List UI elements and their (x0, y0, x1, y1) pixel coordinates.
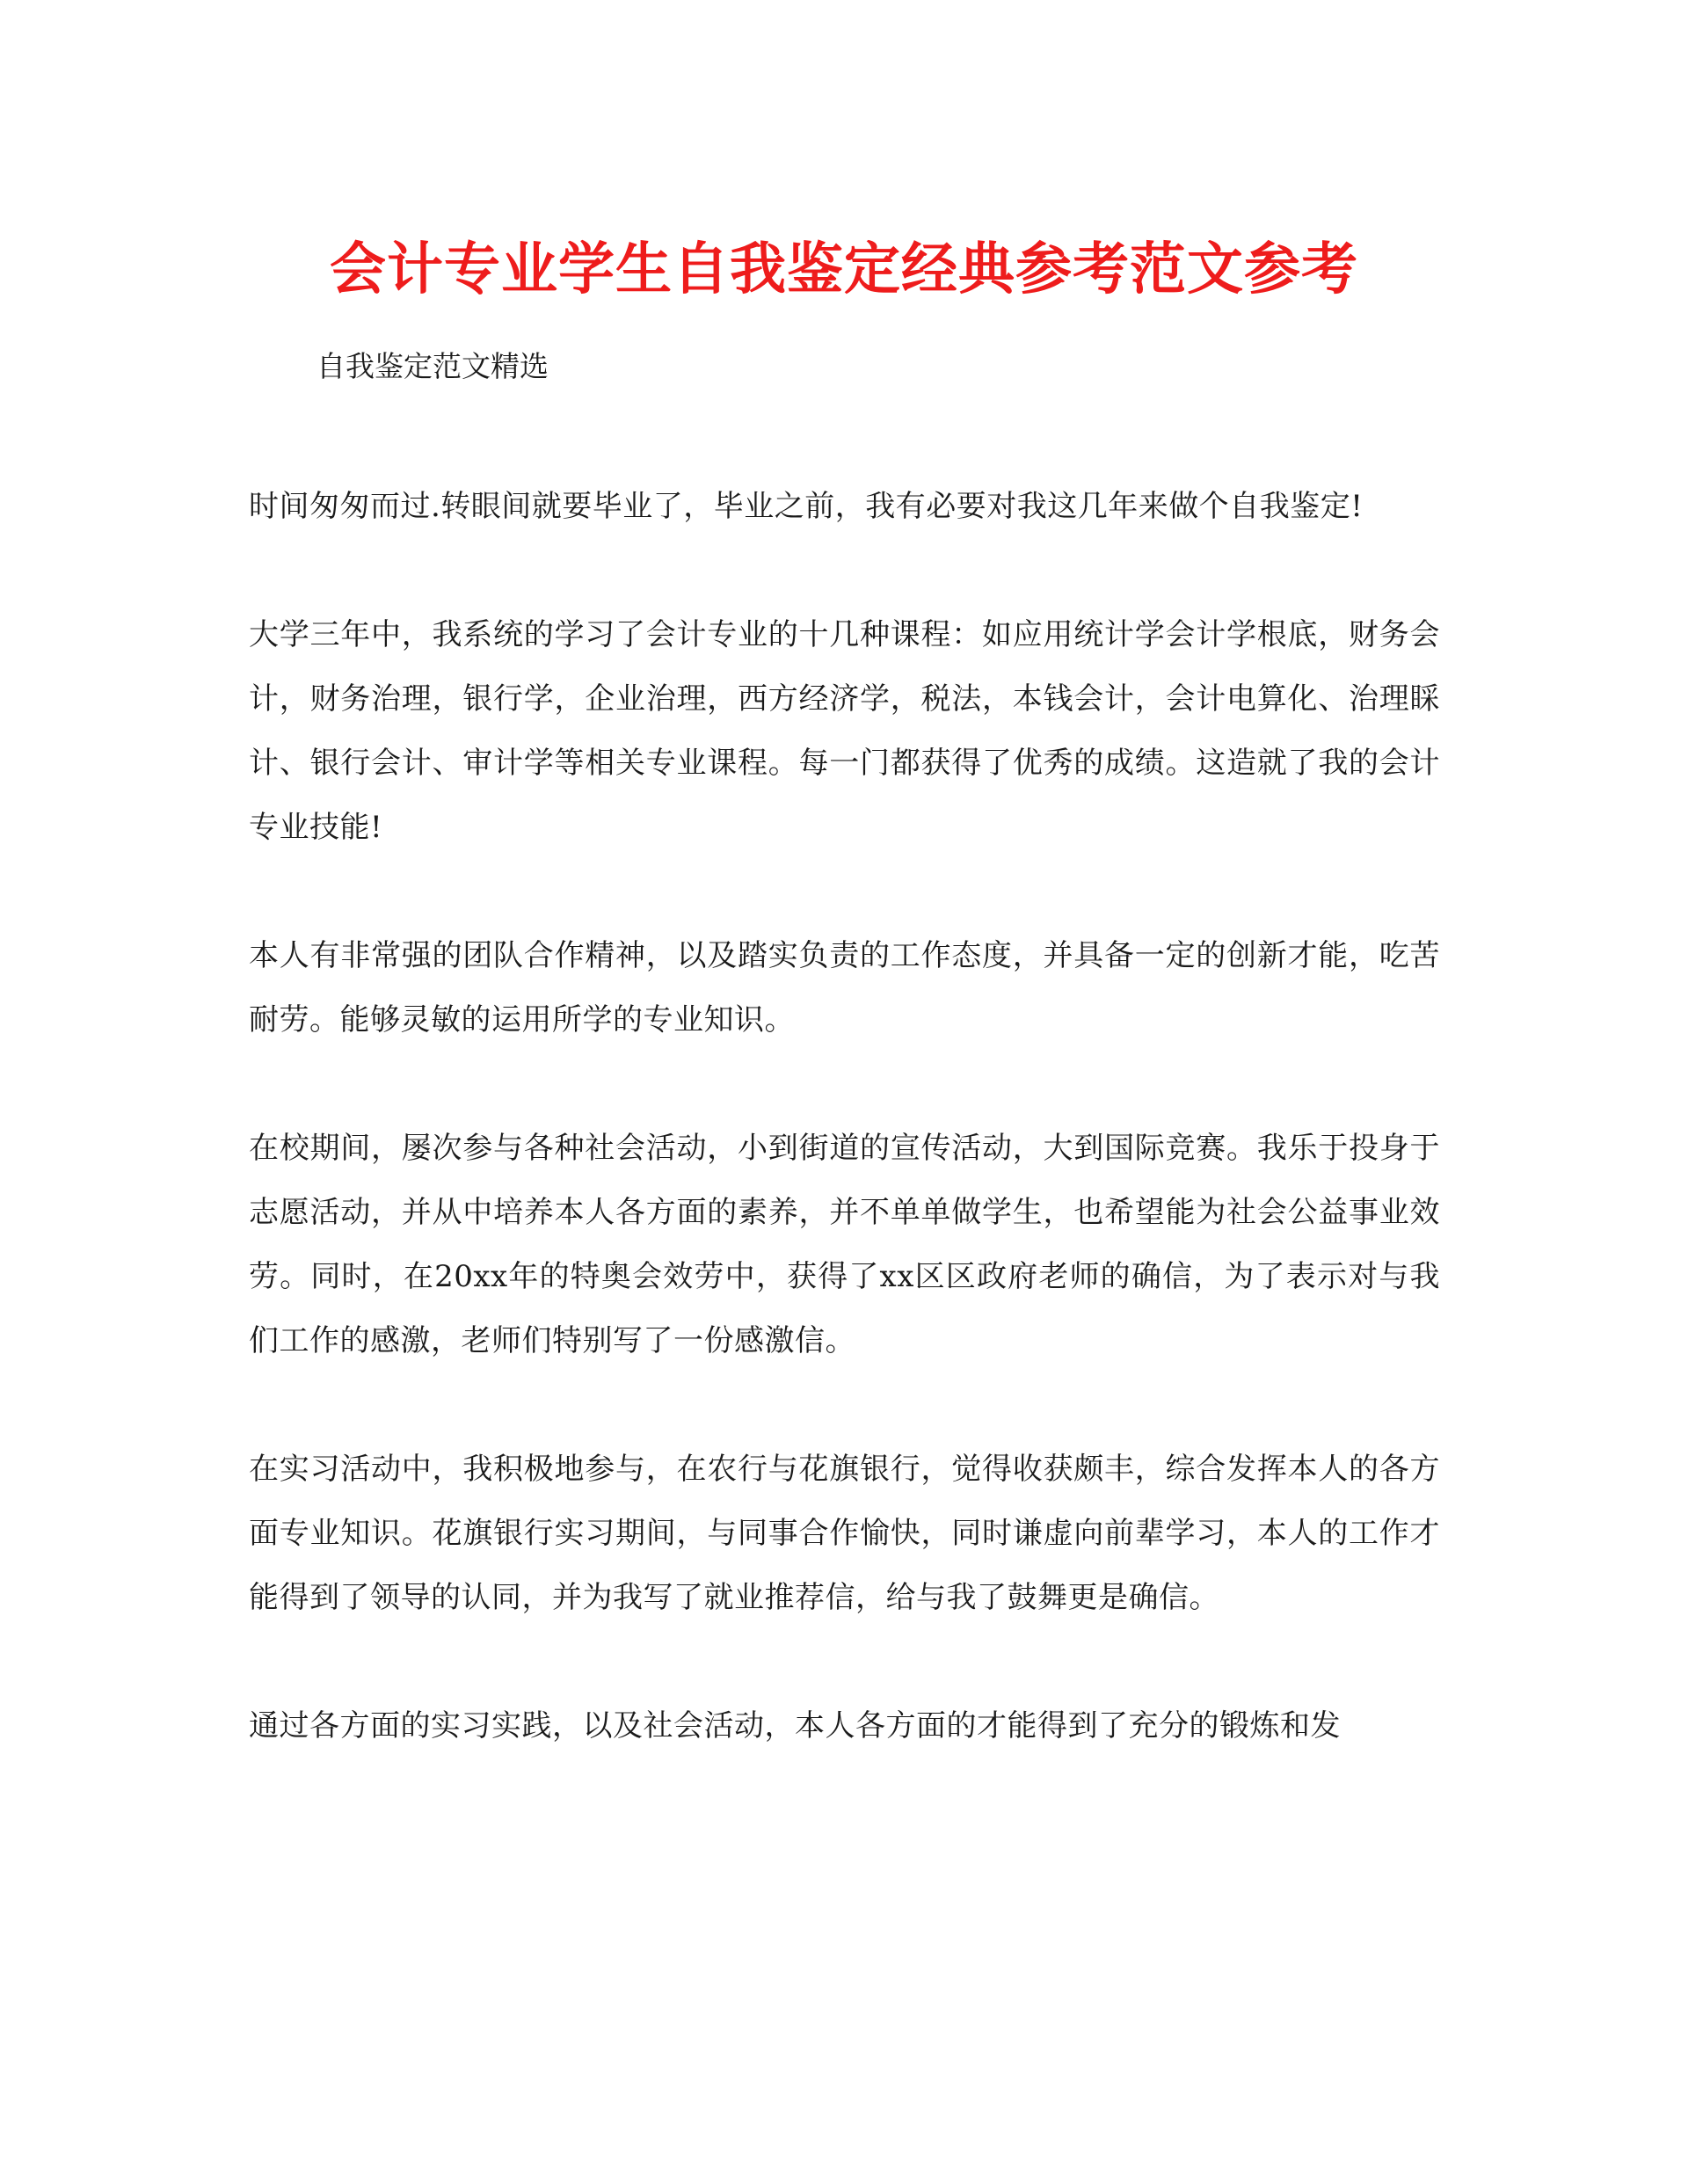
paragraph-activities: 在校期间，屡次参与各种社会活动，小到街道的宣传活动，大到国际竞赛。我乐于投身于志愿活动，并从中培养本人各方面的素养，并不单单做学生，也希望能为社会公益事业效劳。同时，在20xx年的特奥会效劳中，获得了xx区区政府老师的确信，为了表示对与我们工作的感激，老师们特别写了一份感激信。 (249, 1131, 1440, 1358)
document-title: 会计专业学生自我鉴定经典参考范文参考 (330, 237, 1358, 302)
paragraph-practice: 通过各方面的实习实践，以及社会活动，本人各方面的才能得到了充分的锻炼和发 (249, 1708, 1341, 1744)
paragraph-courses: 大学三年中，我系统的学习了会计专业的十几种课程：如应用统计学会计学根底，财务会计，财务治理，银行学，企业治理，西方经济学，税法，本钱会计，会计电算化、治理睬计、银行会计、审计学等相关专业课程。每一门都获得了优秀的成绩。这造就了我的会计专业技能! (249, 617, 1440, 845)
document-body (249, 475, 1440, 1823)
document-subtitle: 自我鉴定范文精选 (316, 349, 549, 383)
paragraph-internship: 在实习活动中，我积极地参与，在农行与花旗银行，觉得收获颇丰，综合发挥本人的各方面专业知识。花旗银行实习期间，与同事合作愉快，同时谦虚向前辈学习，本人的工作才能得到了领导的认同，并为我写了就业推荐信，给与我了鼓舞更是确信。 (249, 1452, 1440, 1615)
paragraph-intro: 时间匆匆而过.转眼间就要毕业了，毕业之前，我有必要对我这几年来做个自我鉴定! (249, 489, 1364, 524)
paragraph-teamwork: 本人有非常强的团队合作精神，以及踏实负责的工作态度，并具备一定的创新才能，吃苦耐劳。能够灵敏的运用所学的专业知识。 (249, 938, 1440, 1037)
